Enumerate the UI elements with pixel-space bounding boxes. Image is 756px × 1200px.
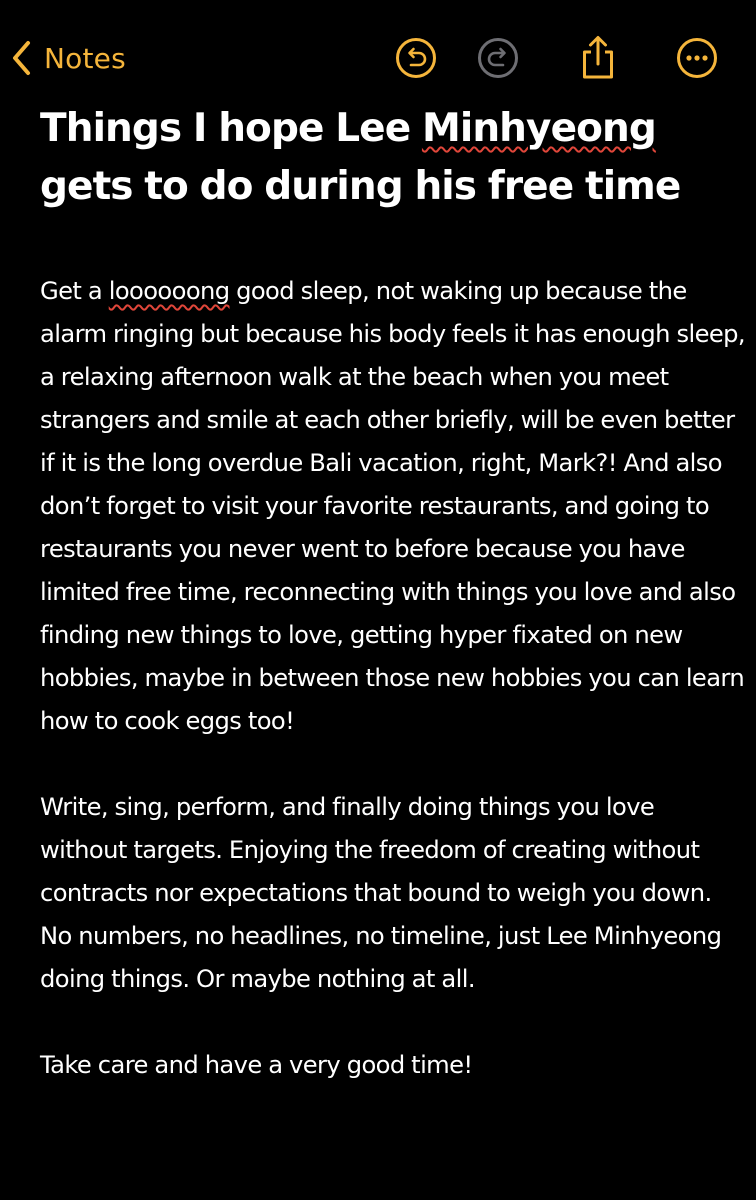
redo-icon [476, 36, 520, 80]
share-button[interactable] [576, 36, 620, 80]
note-paragraph [40, 270, 745, 743]
paragraph-text: good sleep, not waking up because the alarm ringing but because his body feels it has enough sleep, a relaxing afternoon walk at the beach when you meet strangers and smile at each other briefly, will be even better if it is the long overdue Bali vacation, right, Mark?! And also don’t forget to visit your favorite restaurants, and going to restaurants you never went to before because you have limited free time, reconnecting with things you love and also finding new things to love, getting hyper fixated on new hobbies, maybe in between those new hobbies you can learn how to cook eggs too! [40, 277, 745, 735]
note-paragraph: Write, sing, perform, and finally doing things you love without targets. Enjoying the freedom of creating without contracts nor expectations that bound to weigh you down. No numbers, no headlines, no timeline, just Lee Minhyeong doing things. Or maybe nothing at all. [40, 793, 722, 993]
navigation-bar [0, 0, 756, 116]
undo-button[interactable] [394, 36, 438, 80]
note-body[interactable] [40, 270, 745, 1130]
note-title[interactable] [40, 100, 720, 216]
title-text: gets to do during his free time [40, 164, 681, 209]
redo-button[interactable] [476, 36, 520, 80]
title-text: Things I hope Lee [40, 106, 422, 151]
misspelled-word: Minhyeong [421, 106, 656, 151]
paragraph-text: Get a [40, 277, 109, 305]
undo-icon [394, 36, 438, 80]
more-options-button[interactable] [675, 36, 719, 80]
back-button[interactable] [8, 36, 126, 80]
share-icon [576, 34, 620, 82]
back-label: Notes [44, 41, 126, 75]
more-icon [675, 36, 719, 80]
chevron-left-icon [8, 38, 34, 78]
misspelled-word: loooooong [108, 277, 230, 305]
note-paragraph: Take care and have a very good time! [40, 1051, 473, 1079]
